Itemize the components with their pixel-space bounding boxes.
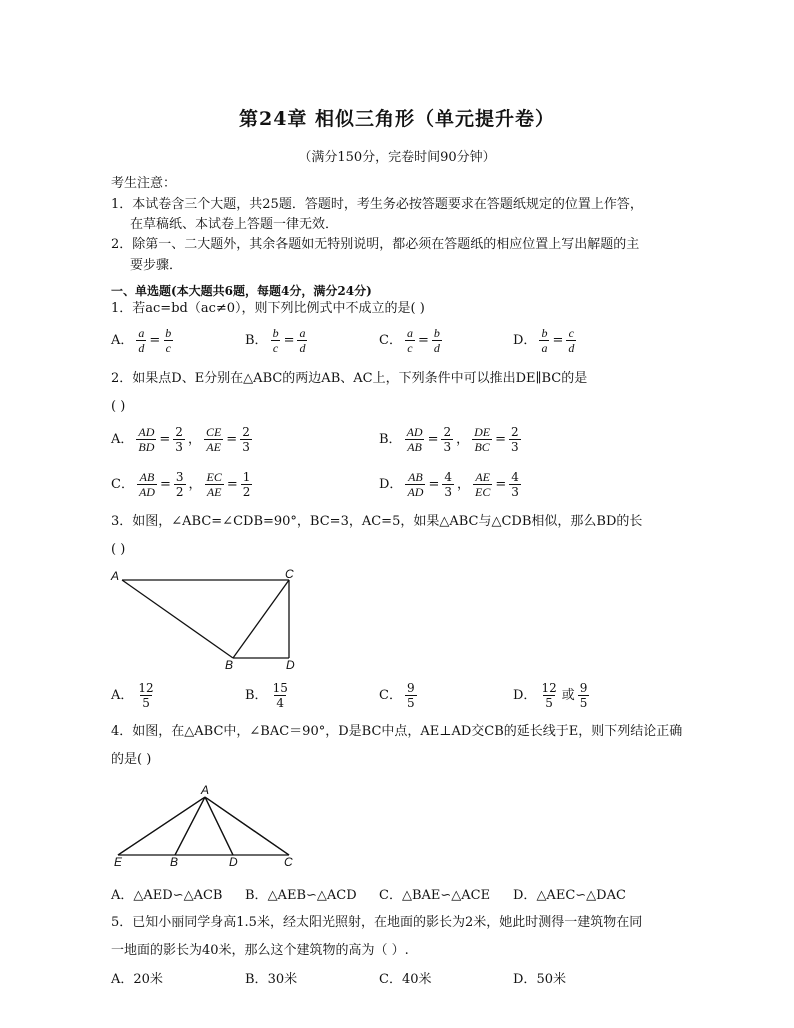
page-title: 第24章 相似三角形（单元提升卷） <box>238 108 556 130</box>
equals-sign: = <box>159 476 171 492</box>
fraction: $\frac{4}{3}$ <box>444 470 452 499</box>
q3-option-a[interactable] <box>111 681 157 710</box>
q2-answer-paren: ( ) <box>111 399 126 414</box>
or-text: 或 <box>561 687 575 703</box>
fraction: $\frac{2}{3}$ <box>511 425 519 454</box>
equals-sign: = <box>283 332 295 348</box>
notice-item-1-line2: 在草稿纸、本试卷上答题一律无效． <box>130 217 339 232</box>
label-a: A <box>111 569 120 583</box>
q3-option-c[interactable] <box>379 681 418 710</box>
option-text: △AEB∽△ACD <box>267 888 357 903</box>
fraction: $\frac{AD}{BD}$ <box>138 425 155 454</box>
option-label: D． <box>513 888 537 903</box>
option-label: C． <box>379 332 402 348</box>
fraction: $\frac{EC}{AE}$ <box>206 470 222 499</box>
q1-stem: 1．若ac=bd（ac≠0），则下列比例式中不成立的是( ) <box>111 301 425 316</box>
fraction: $\frac{AE}{EC}$ <box>475 470 491 499</box>
equals-sign: = <box>427 431 439 447</box>
equals-sign: = <box>417 332 429 348</box>
q3-option-b[interactable] <box>245 681 291 710</box>
q4-stem-line1: 4．如图，在△ABC中，∠BAC＝90°，D是BC中点，AE⊥AD交CB的延长线于E，则下列结论正确 <box>111 724 683 739</box>
label-c: C <box>284 855 293 869</box>
option-label: C． <box>379 972 402 987</box>
option-label: D． <box>379 476 403 492</box>
option-text: △AEC∽△DAC <box>536 888 626 903</box>
option-label: D． <box>513 972 537 987</box>
equals-sign: = <box>552 332 564 348</box>
separator: ， <box>456 431 470 447</box>
page-subtitle: （满分150分，完卷时间90分钟） <box>298 150 496 165</box>
option-label: B． <box>245 687 268 703</box>
label-e: E <box>114 855 123 869</box>
q5-stem-line2: 一地面的影长为40米，那么这个建筑物的高为（ ）. <box>111 943 409 958</box>
fraction: $\frac{b}{a}$ <box>541 326 548 355</box>
option-label: B． <box>245 332 268 348</box>
q5-option-a[interactable] <box>111 972 163 988</box>
option-label: A． <box>111 687 134 703</box>
fraction: $\frac{2}{3}$ <box>175 425 183 454</box>
option-label: A． <box>111 972 134 987</box>
fraction: $\frac{9}{5}$ <box>406 681 415 710</box>
notice-item-2-line2: 要步骤． <box>130 258 183 273</box>
fraction: $\frac{CE}{AE}$ <box>205 425 222 454</box>
option-label: A． <box>111 888 134 903</box>
fraction: $\frac{a}{d}$ <box>299 326 306 355</box>
q4-option-c[interactable] <box>379 888 490 904</box>
section1-heading: 一、单选题(本大题共6题，每题4分，满分24分) <box>111 284 372 298</box>
option-text: △AED∽△ACB <box>133 888 223 903</box>
label-b: B <box>225 658 234 672</box>
option-label: C． <box>111 476 134 492</box>
q3-option-d[interactable] <box>513 681 590 710</box>
separator: ， <box>456 476 470 492</box>
separator: ， <box>188 476 202 492</box>
option-text: 50米 <box>536 972 566 987</box>
notice-item-1-line1: 1．本试卷含三个大题，共25题．答题时，考生务必按答题要求在答题纸规定的位置上作答， <box>111 197 643 212</box>
fraction: $\frac{c}{d}$ <box>568 326 575 355</box>
fraction: $\frac{b}{c}$ <box>165 326 172 355</box>
label-c: C <box>285 567 294 581</box>
option-label: C． <box>379 888 402 903</box>
option-label: B． <box>245 888 268 903</box>
fraction: $\frac{2}{3}$ <box>242 425 250 454</box>
fraction: $\frac{15}{4}$ <box>272 681 288 710</box>
q4-stem-line2: 的是( ) <box>111 752 152 767</box>
q3-stem: 3．如图，∠ABC=∠CDB=90°，BC=3，AC=5，如果△ABC与△CDB相似，那么BD的长 <box>111 514 643 529</box>
option-label: D． <box>513 687 537 703</box>
fraction: $\frac{3}{2}$ <box>175 470 184 499</box>
equals-sign: = <box>159 431 171 447</box>
equals-sign: = <box>428 476 440 492</box>
fraction: $\frac{1}{2}$ <box>242 470 251 499</box>
equals-sign: = <box>149 332 161 348</box>
q5-stem-line1: 5．已知小丽同学身高1.5米，经太阳光照射，在地面的影长为2米，她此时测得一建筑物在同 <box>111 915 643 930</box>
q5-option-d[interactable] <box>513 972 566 988</box>
label-b: B <box>170 855 179 869</box>
label-a: A <box>201 783 210 797</box>
fraction: $\frac{AD}{AB}$ <box>406 425 423 454</box>
option-text: 30米 <box>267 972 298 987</box>
equals-sign: = <box>226 431 238 447</box>
q4-option-d[interactable] <box>513 888 626 904</box>
equals-sign: = <box>226 476 238 492</box>
option-text: △BAE∽△ACE <box>401 888 491 903</box>
fraction: $\frac{9}{5}$ <box>579 681 588 710</box>
option-text: 40米 <box>401 972 432 987</box>
fraction: $\frac{a}{c}$ <box>406 326 413 355</box>
fraction: $\frac{b}{c}$ <box>272 326 279 355</box>
fraction: $\frac{2}{3}$ <box>443 425 452 454</box>
equals-sign: = <box>495 431 507 447</box>
label-d: D <box>286 658 295 672</box>
option-label: D． <box>513 332 537 348</box>
fraction: $\frac{DE}{BC}$ <box>474 425 491 454</box>
q4-option-b[interactable] <box>245 888 357 904</box>
q5-option-b[interactable] <box>245 972 297 988</box>
notice-item-2-line1: 2．除第一、二大题外，其余各题如无特别说明，都必须在答题纸的相应位置上写出解题的主 <box>111 237 640 252</box>
option-label: C． <box>379 687 402 703</box>
q5-option-c[interactable] <box>379 972 432 988</box>
q2-stem: 2．如果点D、E分别在△ABC的两边AB、AC上，下列条件中可以推出DE∥BC的是 <box>111 371 588 386</box>
option-label: B． <box>379 431 402 447</box>
separator: ， <box>187 431 201 447</box>
option-label: B． <box>245 972 268 987</box>
fraction: $\frac{a}{d}$ <box>138 326 145 355</box>
label-d: D <box>229 855 238 869</box>
option-label: A． <box>111 431 134 447</box>
fraction: $\frac{4}{3}$ <box>511 470 519 499</box>
fraction: $\frac{12}{5}$ <box>138 681 154 710</box>
fraction: $\frac{AB}{AD}$ <box>407 470 424 499</box>
option-text: 20米 <box>133 972 163 987</box>
q4-option-a[interactable] <box>111 888 222 904</box>
equals-sign: = <box>495 476 507 492</box>
notice-heading: 考生注意： <box>111 176 177 191</box>
option-label: A． <box>111 332 134 348</box>
fraction: $\frac{12}{5}$ <box>541 681 557 710</box>
q3-answer-paren: ( ) <box>111 542 126 557</box>
fraction: $\frac{AB}{AD}$ <box>138 470 155 499</box>
fraction: $\frac{b}{d}$ <box>433 326 440 355</box>
